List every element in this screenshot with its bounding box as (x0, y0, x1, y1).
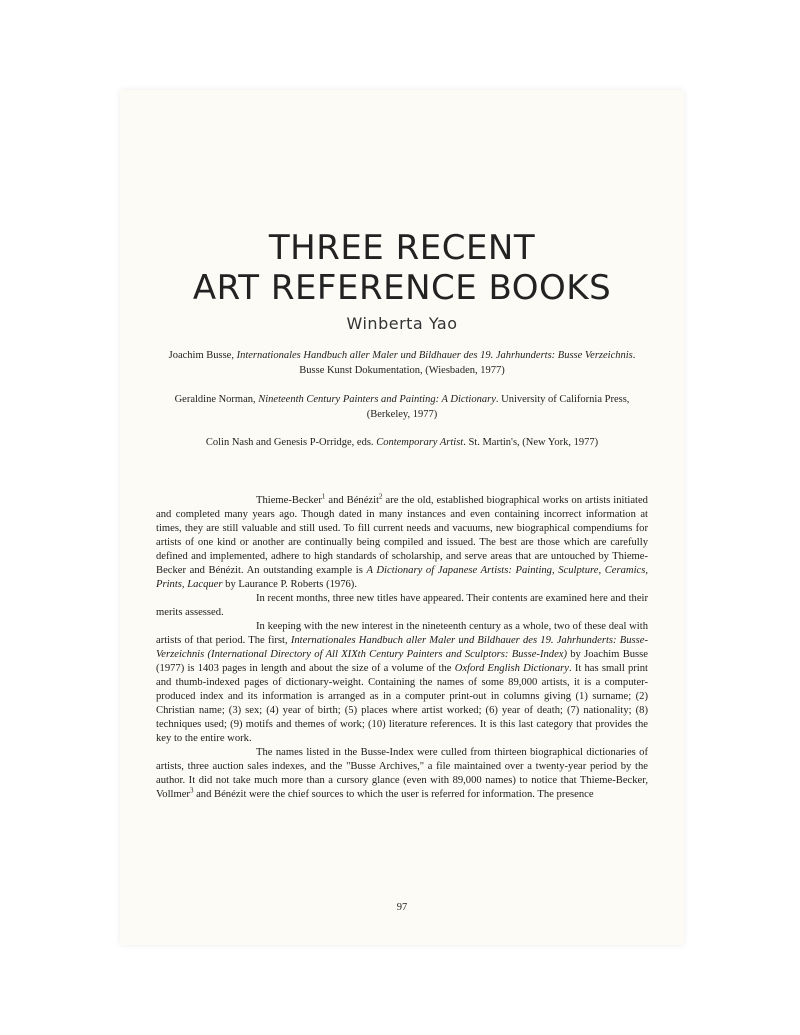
body-paragraph (156, 746, 648, 802)
body-paragraph: In recent months, three new titles have appeared. Their contents are examined here and their merits assessed. (156, 593, 648, 618)
article-title-line-1: THREE RECENT (268, 228, 536, 268)
reference-title: Nineteenth Century Painters and Painting: A Dictionary (258, 394, 496, 405)
body-text: are the old, established biographical works on artists initiated and completed many years ago. Though dated in many instances and even containing incorrect information at times, they are still valuable and still used. To fill current needs and vacuums, new biographical compendiums for artists of one kind or another are continually being compiled and issued. The best are those which are carefully defined and implemented, adhere to high standards of scholarship, and serve areas that are untouched by Thieme-Becker and Bénézit. An outstanding example is (156, 495, 648, 576)
body-text: and Bénézit (325, 495, 380, 506)
reference-author: Colin Nash and Genesis P-Orridge, eds. (205, 437, 377, 448)
reference-nash (160, 435, 644, 450)
reference-title: Contemporary Artist (376, 437, 464, 448)
footnote-marker: 1 (321, 492, 326, 501)
reference-publisher: . St. Martin's, (New York, 1977) (463, 437, 599, 448)
reference-publisher: . University of California Press, (Berkeley, 1977) (366, 394, 630, 420)
body-text: by Joachim Busse (1977) is 1403 pages in length and about the size of a volume of the (156, 649, 648, 674)
reference-norman (160, 392, 644, 422)
reference-author: Joachim Busse, (168, 350, 237, 361)
body-paragraph (156, 494, 648, 592)
footnote-marker: 3 (189, 786, 194, 795)
reference-title: Internationales Handbuch aller Maler und Bildhauer des 19. Jahrhunderts: Busse Verzeichnis (236, 350, 633, 361)
body-text: Thieme-Becker (256, 495, 322, 506)
article-body (156, 494, 648, 802)
document-page (120, 90, 684, 945)
body-text: . It has small print and thumb-indexed pages of dictionary-weight. Containing the names of some 89,000 artists, it is a computer-produced index and its information is arranged as in a computer print-out in columns giving (1) surname; (2) Christian name; (3) sex; (4) year of birth; (5) places where artist worked; (6) year of death; (7) nationality; (8) techniques used; (9) motifs and themes of work; (10) literature references. It is this last category that provides the key to the entire work. (156, 663, 648, 744)
footnote-marker: 2 (379, 492, 383, 501)
body-text: In keeping with the new interest in the nineteenth century as a whole, two of these deal with artists of that period. The first, (156, 621, 648, 646)
body-paragraph (156, 620, 648, 746)
body-text: The names listed in the Busse-Index were culled from thirteen biographical dictionaries of artists, three auction sales indexes, and the "Busse Archives," a file maintained over a twenty-year period by the author. It did not take much more than a cursory glance (even with 89,000 names) to notice that Thieme-Becker, Vollmer (156, 747, 648, 800)
reference-publisher: . Busse Kunst Dokumentation, (Wiesbaden, 1977) (299, 350, 636, 376)
reference-author: Geraldine Norman, (174, 394, 259, 405)
book-title: Oxford English Dictionary (454, 663, 569, 674)
article-title-line-2: ART REFERENCE BOOKS (192, 268, 612, 308)
book-title: Internationales Handbuch aller Maler und Bildhauer des 19. Jahrhunderts: Busse-Verzeichnis (International Directory of All XIXth Century Painters and Sculptors: Busse-Index) (156, 635, 648, 660)
book-title: A Dictionary of Japanese Artists: Painting, Sculpture, Ceramics, Prints, Lacquer (156, 565, 648, 590)
reference-busse (160, 348, 644, 378)
body-text: and Bénézit were the chief sources to which the user is referred for information. The presence (193, 789, 594, 800)
page-number: 97 (396, 902, 408, 913)
body-text: by Laurance P. Roberts (1976). (222, 579, 357, 590)
article-author: Winberta Yao (346, 314, 458, 333)
